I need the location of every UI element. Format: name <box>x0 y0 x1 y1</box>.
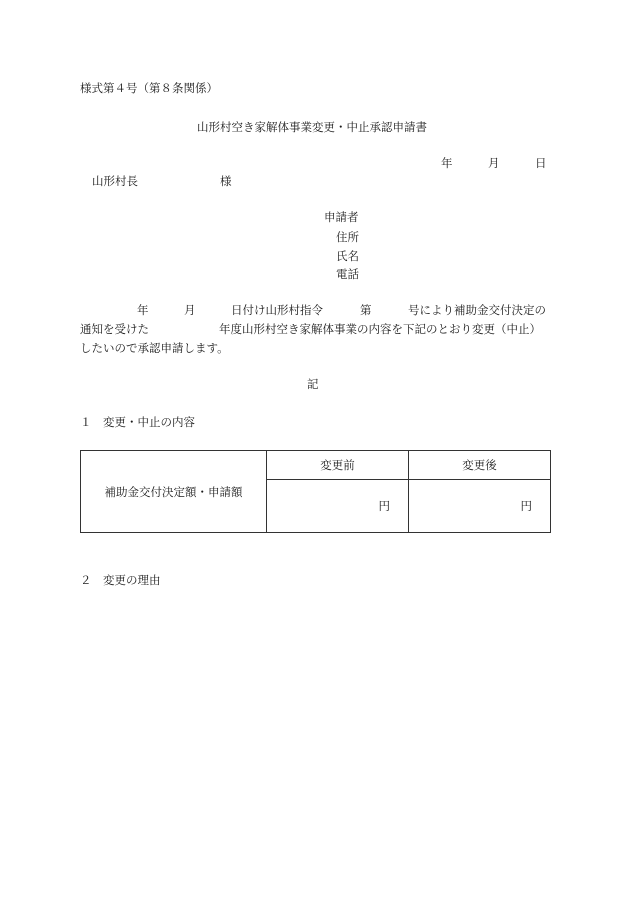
body-line2-rest: 年度山形村空き家解体事業の内容を下記のとおり変更（中止） <box>219 322 541 336</box>
applicant-phone: 電話 <box>336 267 359 281</box>
document-title: 山形村空き家解体事業変更・中止承認申請書 <box>197 120 427 134</box>
body-line1-dai: 第 <box>360 303 372 317</box>
section2-heading: ２ 変更の理由 <box>80 573 161 587</box>
body-line2-start: 通知を受けた <box>80 322 149 336</box>
form-number: 様式第４号（第８条関係） <box>80 81 218 95</box>
date-year: 年 <box>441 156 453 170</box>
body-line3: したいので承認申請します。 <box>80 341 229 355</box>
col-before-header: 変更前 <box>267 451 409 480</box>
applicant-heading: 申請者 <box>324 210 359 224</box>
ki-heading: 記 <box>307 377 319 391</box>
table-row-label: 補助金交付決定額・申請額 <box>81 451 267 533</box>
date-day: 日 <box>535 156 547 170</box>
section1-heading: １ 変更・中止の内容 <box>80 415 195 429</box>
applicant-name: 氏名 <box>336 249 359 263</box>
after-amount-cell: 円 <box>409 480 551 533</box>
change-table <box>80 450 551 533</box>
applicant-address: 住所 <box>336 230 359 244</box>
addressee-honorific: 様 <box>220 174 232 188</box>
body-line1-month: 月 <box>184 303 196 317</box>
body-line1-rest: 号により補助金交付決定の <box>408 303 546 317</box>
body-line1-order: 日付け山形村指令 <box>231 303 323 317</box>
col-after-header: 変更後 <box>409 451 551 480</box>
before-amount-cell: 円 <box>267 480 409 533</box>
body-line1-year: 年 <box>137 303 149 317</box>
date-month: 月 <box>488 156 500 170</box>
addressee-name: 山形村長 <box>92 174 138 188</box>
